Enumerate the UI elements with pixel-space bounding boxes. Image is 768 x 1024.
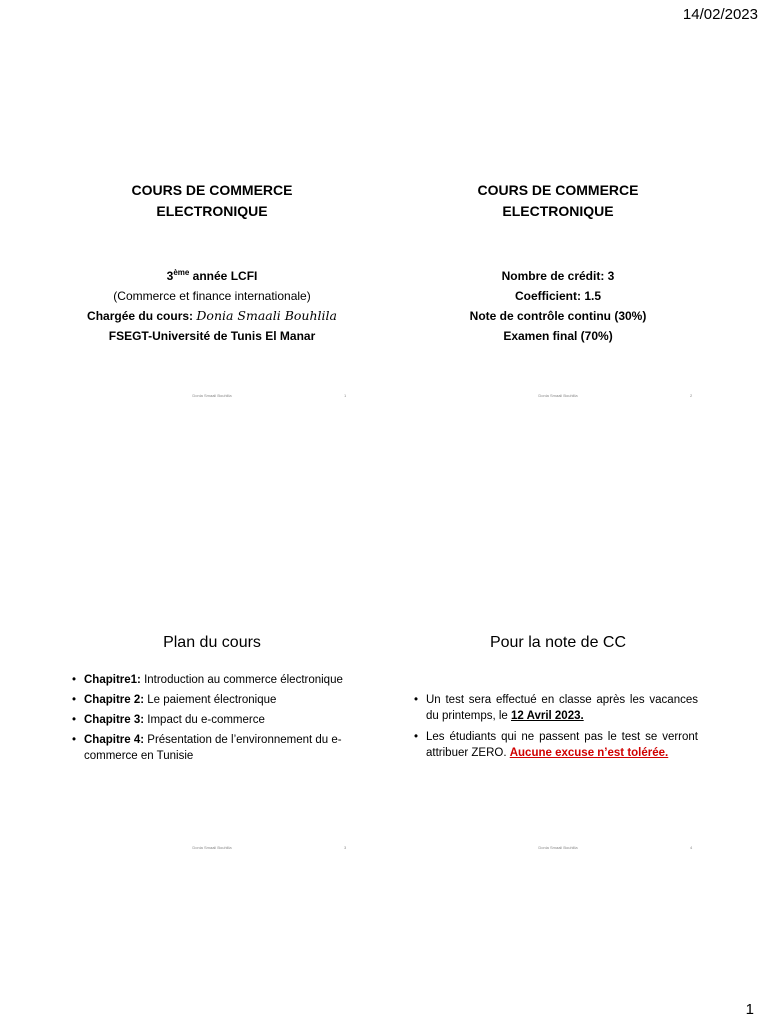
slide-2 — [398, 168, 718, 398]
slide-2-footer-author: Donia Smaali Bouhlila — [538, 393, 578, 398]
chapter-label: Chapitre 4: — [84, 734, 145, 746]
slide-2-title — [398, 180, 718, 222]
slide-1-body — [52, 266, 372, 346]
credits-line: Nombre de crédit: 3 — [501, 269, 615, 283]
chapter-label: Chapitre1: — [84, 674, 141, 686]
page-date: 14/02/2023 — [682, 6, 758, 23]
instructor-name: Donia Smaali Bouhlila — [196, 308, 337, 323]
chapter-text: Le paiement électronique — [144, 694, 277, 706]
slide-4-footer-number: 4 — [690, 845, 693, 850]
slide-3-footer-author: Donia Smaali Bouhlila — [192, 845, 232, 850]
chapter-label: Chapitre 2: — [84, 694, 145, 706]
chapter-text: Impact du e-commerce — [144, 714, 265, 726]
slide-2-title-line-1: COURS DE COMMERCE — [477, 182, 639, 198]
list-item — [72, 692, 362, 708]
year-number: 3 — [166, 269, 174, 283]
absence-rule-text: Les étudiants qui ne passent pas le test se verront attribuer ZERO. — [426, 731, 698, 759]
institution-line: FSEGT-Université de Tunis El Manar — [108, 329, 316, 343]
slide-1-title-line-2: ELECTRONIQUE — [156, 203, 268, 219]
slide-2-footer-number: 2 — [690, 393, 693, 398]
slide-3-footer-number: 3 — [344, 845, 347, 850]
list-item — [72, 672, 362, 688]
year-rest: année LCFI — [189, 269, 258, 283]
list-item — [414, 729, 698, 761]
test-date: 12 Avril 2023. — [511, 710, 584, 722]
slide-1-title — [52, 180, 372, 222]
final-exam-line: Examen final (70%) — [503, 329, 613, 343]
coefficient-line: Coefficient: 1.5 — [514, 289, 601, 303]
year-superscript: ème — [173, 268, 190, 277]
list-item — [414, 692, 698, 724]
chapter-text: Présentation de l’environnement du e-commerce en Tunisie — [84, 734, 342, 762]
year-line — [52, 266, 372, 286]
slide-3 — [52, 620, 372, 850]
slide-1 — [52, 168, 372, 398]
no-excuse-warning: Aucune excuse n’est tolérée. — [509, 747, 669, 759]
course-plan-list — [72, 672, 362, 768]
slide-2-body — [398, 266, 718, 346]
list-item — [72, 732, 362, 764]
instructor-line — [52, 306, 372, 326]
list-item — [72, 712, 362, 728]
slide-4 — [398, 620, 718, 850]
slide-3-heading: Plan du cours — [163, 634, 261, 651]
page-number: 1 — [745, 1001, 754, 1018]
slide-1-footer-author: Donia Smaali Bouhlila — [192, 393, 232, 398]
slide-1-footer-number: 1 — [344, 393, 347, 398]
slide-4-heading: Pour la note de CC — [489, 634, 627, 651]
test-info-text: Un test sera effectué en classe après les vacances du printemps, le — [426, 694, 698, 722]
slide-1-title-line-1: COURS DE COMMERCE — [131, 182, 293, 198]
program-line: (Commerce et finance internationale) — [113, 289, 311, 303]
chapter-label: Chapitre 3: — [84, 714, 145, 726]
chapter-text: Introduction au commerce électronique — [140, 674, 343, 686]
continuous-assessment-line: Note de contrôle continu (30%) — [469, 309, 647, 323]
instructor-label: Chargée du cours: — [87, 309, 197, 323]
slide-2-title-line-2: ELECTRONIQUE — [502, 203, 614, 219]
cc-info-list — [414, 692, 698, 766]
slide-4-footer-author: Donia Smaali Bouhlila — [538, 845, 578, 850]
